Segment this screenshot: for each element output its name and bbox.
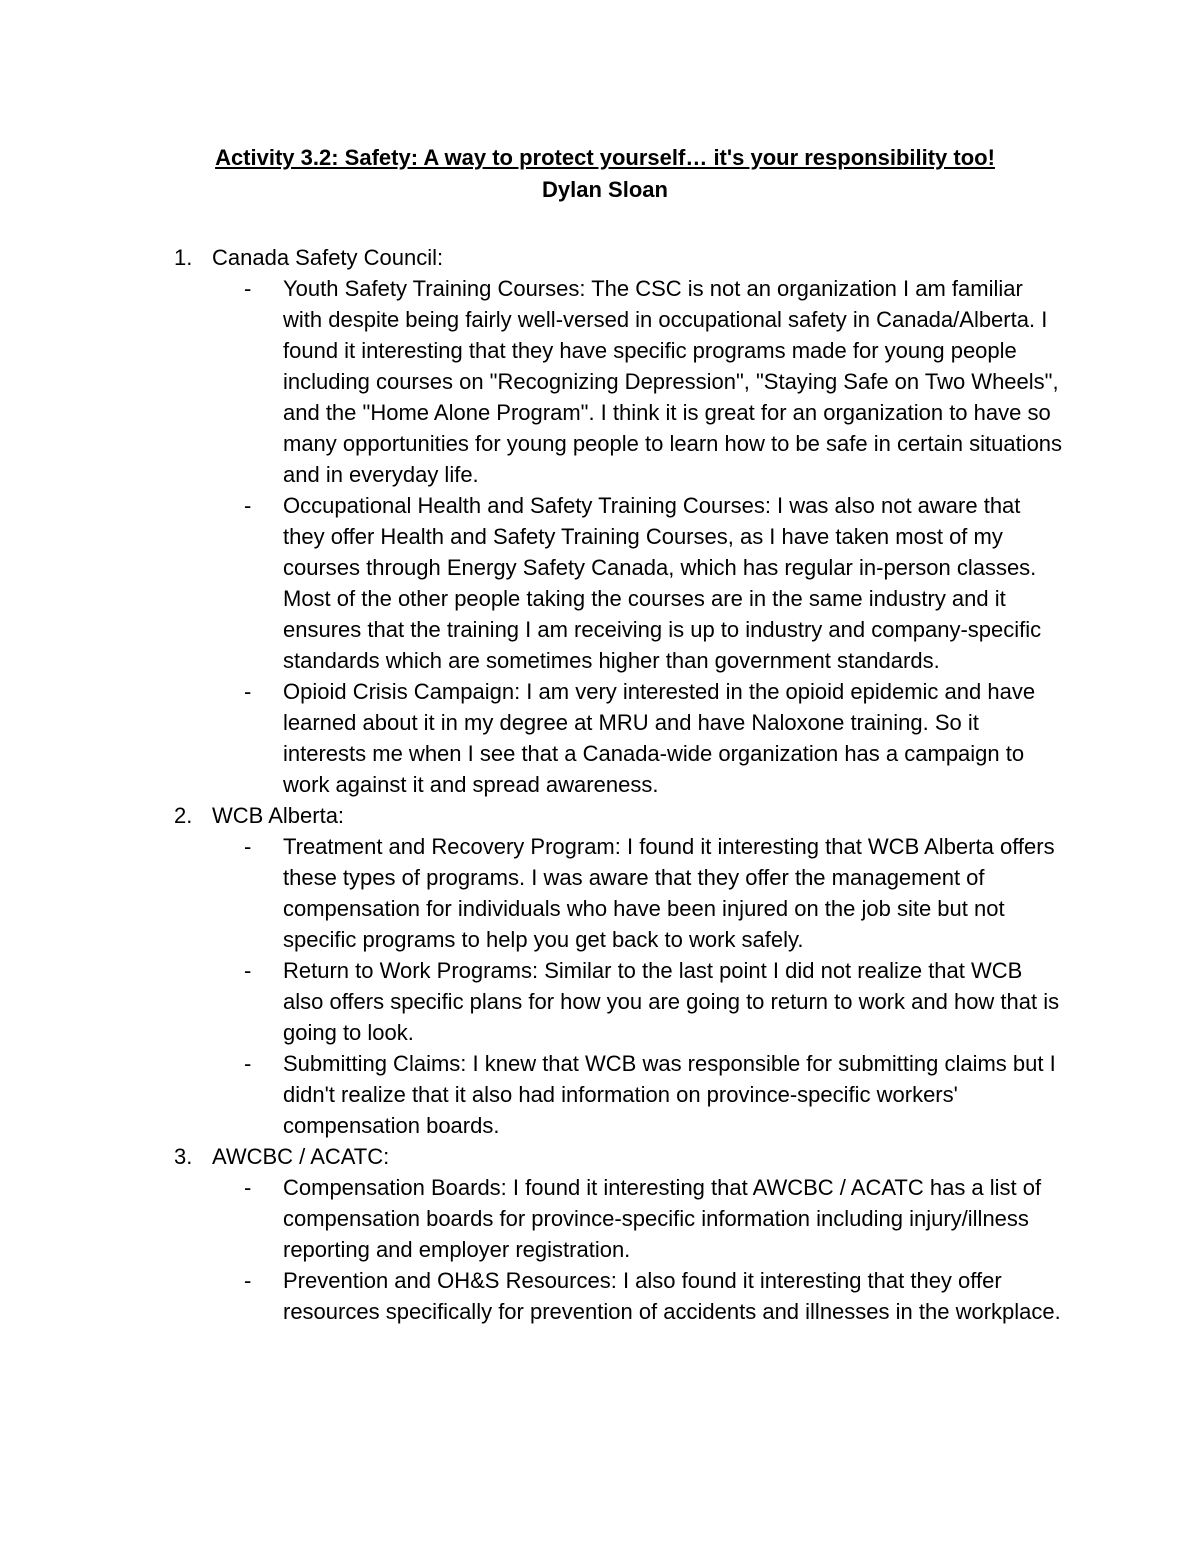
bullet-item (0, 273, 1200, 490)
dash-bullet: - (244, 679, 252, 704)
bullet-text: Compensation Boards: I found it interesting that AWCBC / ACATC has a list of compensation boards for province-specific information including injury/illness reporting and employer registration. (283, 1175, 1042, 1262)
list-item-label: Canada Safety Council: (212, 245, 444, 270)
bullet-item (0, 1172, 1200, 1265)
list-item-wcb-alberta (0, 800, 1200, 1141)
list-item-number: 1. (174, 245, 193, 270)
bullet-item (0, 955, 1200, 1048)
list-item-label: AWCBC / ACATC: (212, 1144, 390, 1169)
dash-bullet: - (244, 1268, 252, 1293)
dash-bullet: - (244, 834, 252, 859)
bullet-item (0, 676, 1200, 800)
list-item-number: 2. (174, 803, 193, 828)
document-title: Activity 3.2: Safety: A way to protect yourself… it's your responsibility too! (215, 145, 995, 170)
bullet-item (0, 1265, 1200, 1327)
bullet-item (0, 831, 1200, 955)
author-name: Dylan Sloan (542, 177, 668, 202)
dash-bullet: - (244, 276, 252, 301)
dash-bullet: - (244, 1175, 252, 1200)
bullet-text: Prevention and OH&S Resources: I also found it interesting that they offer resources specifically for prevention of accidents and illnesses in the workplace. (283, 1268, 1061, 1324)
dash-bullet: - (244, 493, 252, 518)
dash-bullet: - (244, 1051, 252, 1076)
list-item-canada-safety-council (0, 242, 1200, 800)
bullet-text: Youth Safety Training Courses: The CSC is not an organization I am familiar with despite being fairly well-versed in occupational safety in Canada/Alberta. I found it interesting that they have specific programs made for young people including courses on "Recognizing Depression", "Staying Safe on Two Wheels", and the "Home Alone Program". I think it is great for an organization to have so many opportunities for young people to learn how to be safe in certain situations and in everyday life. (283, 276, 1063, 487)
bullet-text: Treatment and Recovery Program: I found it interesting that WCB Alberta offers these types of programs. I was aware that they offer the management of compensation for individuals who have been injured on the job site but not specific programs to help you get back to work safely. (283, 834, 1055, 952)
bullet-item (0, 1048, 1200, 1141)
numbered-list (0, 242, 1200, 1327)
list-item-label: WCB Alberta: (212, 803, 345, 828)
dash-bullet: - (244, 958, 252, 983)
bullet-text: Return to Work Programs: Similar to the last point I did not realize that WCB also offers specific plans for how you are going to return to work and how that is going to look. (283, 958, 1060, 1045)
list-item-heading (0, 800, 1200, 831)
bullet-text: Occupational Health and Safety Training Courses: I was also not aware that they offer Health and Safety Training Courses, as I have taken most of my courses through Energy Safety Canada, which has regular in-person classes. Most of the other people taking the courses are in the same industry and it ensures that the training I am receiving is up to industry and company-specific standards which are sometimes higher than government standards. (283, 493, 1042, 673)
list-item-heading (0, 242, 1200, 273)
list-item-awcbc-acatc (0, 1141, 1200, 1327)
bullet-item (0, 490, 1200, 676)
list-item-number: 3. (174, 1144, 193, 1169)
bullet-text: Submitting Claims: I knew that WCB was responsible for submitting claims but I didn't realize that it also had information on province-specific workers' compensation boards. (283, 1051, 1056, 1138)
list-item-heading (0, 1141, 1200, 1172)
bullet-text: Opioid Crisis Campaign: I am very interested in the opioid epidemic and have learned about it in my degree at MRU and have Naloxone training. So it interests me when I see that a Canada-wide organization has a campaign to work against it and spread awareness. (283, 679, 1036, 797)
